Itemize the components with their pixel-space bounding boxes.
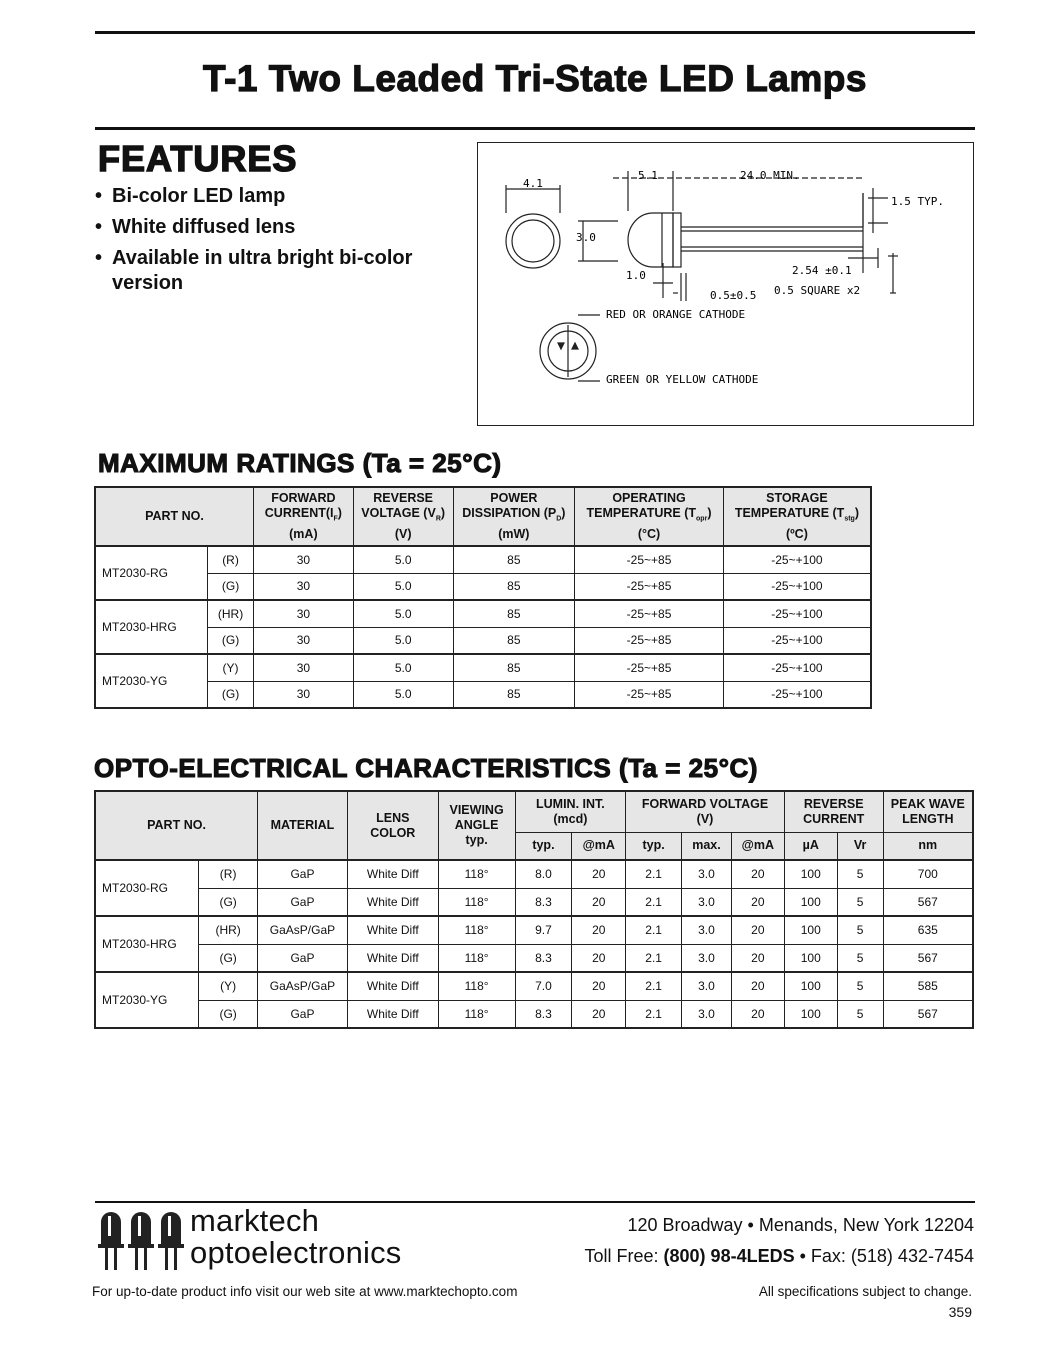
feature-item: • Available in ultra bright bi-color version: [95, 247, 413, 294]
value-cell: -25~+100: [723, 627, 871, 654]
color-cell: (Y): [199, 972, 258, 1000]
opto-header-row: [95, 791, 973, 832]
value-cell: 5: [837, 944, 883, 972]
value-cell: 567: [883, 888, 973, 916]
value-cell: 100: [784, 972, 837, 1000]
dimension-drawing: [478, 143, 972, 424]
value-cell: 20: [731, 1000, 784, 1028]
logo-line-2: optoelectronics: [190, 1235, 402, 1270]
value-cell: 5.0: [353, 681, 453, 708]
value-cell: 30: [253, 546, 353, 573]
value-cell: 85: [453, 600, 575, 627]
value-cell: -25~+100: [723, 600, 871, 627]
value-cell: -25~+85: [575, 681, 724, 708]
feature-item: • White diffused lens: [95, 216, 296, 238]
value-cell: GaAsP/GaP: [258, 916, 348, 944]
value-cell: 2.1: [626, 972, 682, 1000]
dim-0-5: 0.5±0.5: [710, 289, 757, 302]
color-cell: (G): [208, 627, 254, 654]
value-cell: 5: [837, 916, 883, 944]
header-operating-temp: OPERATING TEMPERATURE $(T_{opr})$ (°C): [575, 487, 724, 546]
value-cell: White Diff: [347, 916, 438, 944]
table-row: [95, 944, 973, 972]
opto-table-body: [95, 860, 973, 1028]
color-cell: (HR): [199, 916, 258, 944]
table-row: [95, 916, 973, 944]
part-no-cell: MT2030-YG: [95, 654, 208, 708]
value-cell: 118°: [438, 1000, 515, 1028]
value-cell: 700: [883, 860, 973, 888]
table-row: [95, 600, 871, 627]
max-ratings-header-row: [95, 487, 871, 546]
value-cell: -25~+100: [723, 681, 871, 708]
value-cell: 20: [572, 916, 626, 944]
value-cell: 20: [731, 916, 784, 944]
value-cell: 3.0: [682, 944, 732, 972]
value-cell: -25~+85: [575, 546, 724, 573]
company-phone: Toll Free: (800) 98-4LEDS • Fax: (518) 432-7454: [584, 1246, 974, 1266]
value-cell: 5.0: [353, 627, 453, 654]
header-viewing-angle: VIEWING ANGLE typ.: [438, 791, 515, 860]
value-cell: GaP: [258, 944, 348, 972]
value-cell: 3.0: [682, 972, 732, 1000]
table-row: [95, 860, 973, 888]
color-cell: (HR): [208, 600, 254, 627]
value-cell: 5: [837, 888, 883, 916]
header-lens-color: LENS COLOR: [347, 791, 438, 860]
subheader-cell: max.: [682, 832, 732, 860]
value-cell: 3.0: [682, 916, 732, 944]
value-cell: -25~+85: [575, 600, 724, 627]
value-cell: 585: [883, 972, 973, 1000]
max-ratings-heading: MAXIMUM RATINGS (Ta = 25°C): [98, 448, 502, 478]
value-cell: 85: [453, 573, 575, 600]
value-cell: 100: [784, 860, 837, 888]
dim-2-54: 2.54 ±0.1: [792, 264, 852, 277]
value-cell: 30: [253, 600, 353, 627]
value-cell: 5.0: [353, 573, 453, 600]
color-cell: (Y): [208, 654, 254, 681]
package-dimension-diagram: [477, 142, 974, 426]
title-rule: [95, 127, 975, 130]
value-cell: White Diff: [347, 972, 438, 1000]
value-cell: 567: [883, 1000, 973, 1028]
features-list: [95, 184, 455, 302]
dim-1-5: 1.5 TYP.: [891, 195, 944, 208]
value-cell: 85: [453, 681, 575, 708]
value-cell: 8.3: [515, 944, 572, 972]
value-cell: GaP: [258, 860, 348, 888]
value-cell: 20: [731, 888, 784, 916]
value-cell: White Diff: [347, 888, 438, 916]
value-cell: 5.0: [353, 600, 453, 627]
dim-5-1: 5.1: [638, 169, 658, 182]
marktech-logo-icon: [98, 1208, 184, 1275]
lens-front-inner: [512, 220, 554, 262]
opto-table: [94, 790, 974, 1029]
part-no-cell: MT2030-YG: [95, 972, 199, 1028]
value-cell: 20: [572, 1000, 626, 1028]
header-reverse-current: REVERSE CURRENT: [784, 791, 883, 832]
value-cell: -25~+100: [723, 546, 871, 573]
website-note: For up-to-date product info visit our web site at www.marktechopto.com: [92, 1284, 518, 1299]
value-cell: 567: [883, 944, 973, 972]
header-storage-temp: STORAGE TEMPERATURE $(T_{stg})$ (ºC): [723, 487, 871, 546]
subheader-cell: typ.: [515, 832, 572, 860]
dim-3-0: 3.0: [576, 231, 596, 244]
header-reverse-voltage: REVERSE VOLTAGE $(V_R)$ (V): [353, 487, 453, 546]
feature-item: • Bi-color LED lamp: [95, 185, 286, 207]
value-cell: 9.7: [515, 916, 572, 944]
value-cell: 8.3: [515, 1000, 572, 1028]
page-number: 359: [948, 1304, 972, 1320]
value-cell: GaAsP/GaP: [258, 972, 348, 1000]
subheader-cell: µA: [784, 832, 837, 860]
value-cell: -25~+100: [723, 573, 871, 600]
value-cell: 2.1: [626, 1000, 682, 1028]
company-address: 120 Broadway • Menands, New York 12204: [627, 1215, 974, 1235]
dim-4-1: 4.1: [523, 177, 543, 190]
value-cell: GaP: [258, 1000, 348, 1028]
value-cell: 5.0: [353, 654, 453, 681]
value-cell: -25~+85: [575, 654, 724, 681]
value-cell: 5: [837, 972, 883, 1000]
color-cell: (G): [199, 944, 258, 972]
lens-side: [628, 213, 673, 267]
value-cell: 8.3: [515, 888, 572, 916]
dim-square: 0.5 SQUARE x2: [774, 284, 861, 297]
value-cell: 20: [572, 944, 626, 972]
lens-front-outer: [506, 214, 560, 268]
value-cell: 5: [837, 860, 883, 888]
part-no-cell: MT2030-RG: [95, 546, 208, 600]
table-row: [95, 546, 871, 573]
color-cell: (R): [199, 860, 258, 888]
table-row: [95, 888, 973, 916]
part-no-cell: MT2030-HRG: [95, 600, 208, 654]
value-cell: 20: [731, 944, 784, 972]
table-row: [95, 627, 871, 654]
value-cell: 2.1: [626, 944, 682, 972]
value-cell: 30: [253, 654, 353, 681]
value-cell: 20: [731, 972, 784, 1000]
top-rule: [95, 31, 975, 34]
color-cell: (G): [208, 681, 254, 708]
label-green-cathode: GREEN OR YELLOW CATHODE: [606, 373, 759, 386]
header-power-dissipation: POWER DISSIPATION $(P_D)$ (mW): [453, 487, 575, 546]
dim-24: 24.0 MIN.: [740, 169, 800, 182]
max-ratings-table: [94, 486, 872, 709]
value-cell: 2.1: [626, 860, 682, 888]
value-cell: 5.0: [353, 546, 453, 573]
header-part-no: PART NO.: [95, 487, 253, 546]
color-cell: (G): [208, 573, 254, 600]
subheader-cell: nm: [883, 832, 973, 860]
subheader-cell: @mA: [731, 832, 784, 860]
value-cell: -25~+85: [575, 573, 724, 600]
value-cell: 118°: [438, 944, 515, 972]
header-part-no: PART NO.: [95, 791, 258, 860]
value-cell: 85: [453, 546, 575, 573]
table-row: [95, 972, 973, 1000]
company-name: [190, 1205, 402, 1269]
value-cell: 5: [837, 1000, 883, 1028]
table-row: [95, 654, 871, 681]
value-cell: 2.1: [626, 888, 682, 916]
label-red-cathode: RED OR ORANGE CATHODE: [606, 308, 746, 321]
value-cell: White Diff: [347, 1000, 438, 1028]
value-cell: 100: [784, 1000, 837, 1028]
part-no-cell: MT2030-HRG: [95, 916, 199, 972]
header-peak-wave: PEAK WAVE LENGTH: [883, 791, 973, 832]
value-cell: 85: [453, 627, 575, 654]
subheader-cell: Vr: [837, 832, 883, 860]
opto-heading: OPTO-ELECTRICAL CHARACTERISTICS (Ta = 25°C): [94, 753, 758, 783]
color-cell: (G): [199, 1000, 258, 1028]
value-cell: 3.0: [682, 860, 732, 888]
value-cell: 30: [253, 573, 353, 600]
color-cell: (G): [199, 888, 258, 916]
value-cell: 118°: [438, 916, 515, 944]
value-cell: -25~+100: [723, 654, 871, 681]
header-forward-voltage: FORWARD VOLTAGE (V): [626, 791, 785, 832]
value-cell: White Diff: [347, 860, 438, 888]
value-cell: 20: [572, 860, 626, 888]
value-cell: -25~+85: [575, 627, 724, 654]
value-cell: 20: [572, 888, 626, 916]
value-cell: 3.0: [682, 1000, 732, 1028]
color-cell: (R): [208, 546, 254, 573]
value-cell: 100: [784, 944, 837, 972]
value-cell: 100: [784, 888, 837, 916]
value-cell: 118°: [438, 860, 515, 888]
value-cell: 3.0: [682, 888, 732, 916]
value-cell: 85: [453, 654, 575, 681]
value-cell: White Diff: [347, 944, 438, 972]
value-cell: 7.0: [515, 972, 572, 1000]
logo-line-1: marktech: [190, 1203, 320, 1238]
table-row: [95, 573, 871, 600]
subheader-cell: typ.: [626, 832, 682, 860]
value-cell: 100: [784, 916, 837, 944]
value-cell: 118°: [438, 972, 515, 1000]
table-row: [95, 1000, 973, 1028]
value-cell: 118°: [438, 888, 515, 916]
disclaimer: All specifications subject to change.: [758, 1284, 972, 1299]
value-cell: 635: [883, 916, 973, 944]
value-cell: 20: [731, 860, 784, 888]
table-row: [95, 681, 871, 708]
value-cell: 20: [572, 972, 626, 1000]
header-lumin-int: LUMIN. INT. (mcd): [515, 791, 626, 832]
page-title: T-1 Two Leaded Tri-State LED Lamps: [203, 58, 867, 99]
value-cell: 2.1: [626, 916, 682, 944]
subheader-cell: @mA: [572, 832, 626, 860]
header-forward-current: FORWARD $CURRENT(I_F)$ (mA): [253, 487, 353, 546]
features-heading: FEATURES: [98, 138, 298, 179]
part-no-cell: MT2030-RG: [95, 860, 199, 916]
value-cell: GaP: [258, 888, 348, 916]
value-cell: 8.0: [515, 860, 572, 888]
value-cell: 30: [253, 681, 353, 708]
header-material: MATERIAL: [258, 791, 348, 860]
dim-1-0: 1.0: [626, 269, 646, 282]
value-cell: 30: [253, 627, 353, 654]
